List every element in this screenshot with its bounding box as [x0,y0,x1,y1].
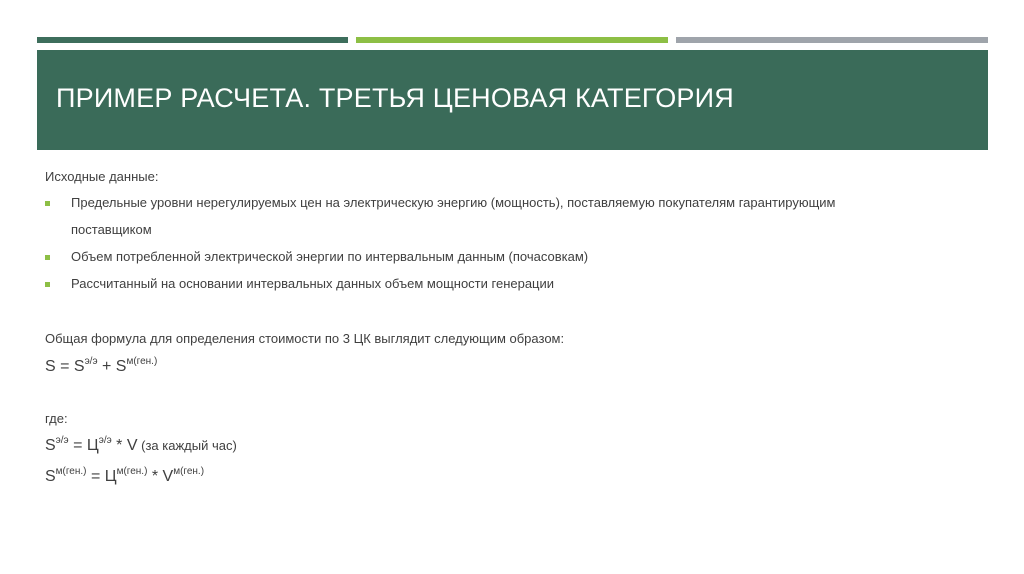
accent-bar-green [356,37,668,43]
where-label: где: [45,411,68,426]
bullet-text: Объем потребленной электрической энергии по интервальным данным (почасовкам) [71,249,589,264]
formula-intro: Общая формула для определения стоимости по 3 ЦК выглядит следующим образом: [45,331,565,346]
title-banner [37,50,988,150]
formula-generation: $S^{м(ген.)} = Ц^{м(ген.)} * V^{м(ген.)}$ [45,466,205,485]
bullet-text: Предельные уровни нерегулируемых цен на электрическую энергию (мощность), поставляемую покупателям гарантирующим [71,195,836,210]
slide-title: ПРИМЕР РАСЧЕТА. ТРЕТЬЯ ЦЕНОВАЯ КАТЕГОРИЯ [56,83,734,113]
bullet-marker-icon [45,255,50,260]
formula-main: $S = S^{э/э} + S^{м(ген.)}$ [45,356,158,375]
formula-energy: $S^{э/э} = Ц^{э/э} * V$ (за каждый час) [45,435,237,454]
accent-bar-dark [37,37,348,43]
bullet-marker-icon [45,201,50,206]
accent-bar-gray [676,37,988,43]
bullet-text-continuation: поставщиком [71,222,152,237]
bullet-marker-icon [45,282,50,287]
bullet-text: Рассчитанный на основании интервальных данных объем мощности генерации [71,276,555,291]
intro-text: Исходные данные: [45,169,159,184]
